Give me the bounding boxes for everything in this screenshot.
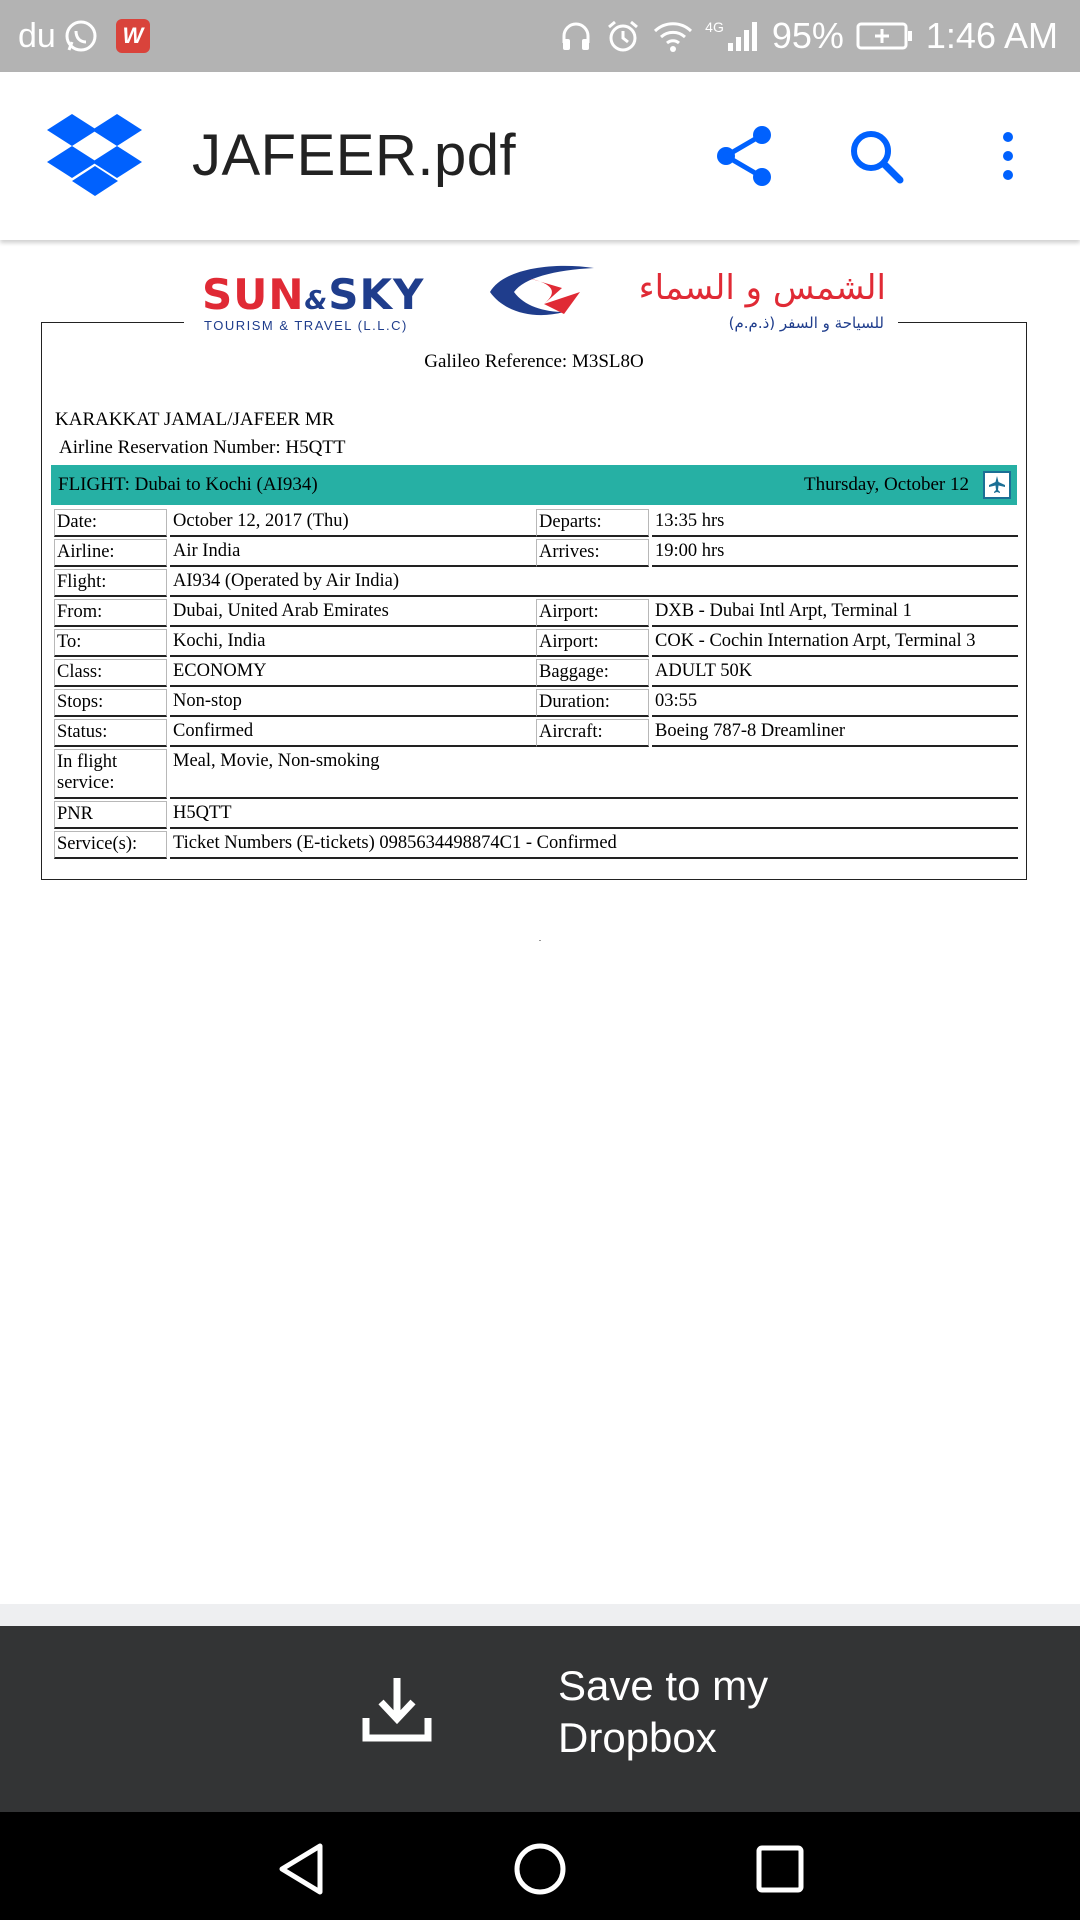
arrives-value: 19:00 hrs xyxy=(652,539,1018,567)
class-value: ECONOMY xyxy=(170,659,536,687)
pdf-viewer[interactable] xyxy=(0,240,1080,1604)
network-type: 4G xyxy=(705,19,724,35)
navigation-bar xyxy=(0,1812,1080,1920)
to-label: To: xyxy=(54,629,167,657)
more-options-button[interactable] xyxy=(972,120,1044,192)
row-status xyxy=(54,719,1018,747)
row-pnr xyxy=(54,801,1018,829)
app-bar xyxy=(0,72,1080,240)
status-right xyxy=(559,15,1080,57)
back-button[interactable] xyxy=(266,1834,336,1904)
save-to-dropbox-button[interactable] xyxy=(0,1626,1080,1812)
row-date xyxy=(54,509,1018,537)
viewer-bottom-edge xyxy=(0,1604,1080,1626)
flight-title: FLIGHT: Dubai to Kochi (AI934) xyxy=(58,474,318,495)
stops-label: Stops: xyxy=(54,689,167,717)
page-mark xyxy=(539,940,541,941)
status-bar xyxy=(0,0,1080,72)
clock: 1:46 AM xyxy=(925,15,1058,56)
signal-icon xyxy=(726,19,760,53)
arrival-airport-value: COK - Cochin Internation Arpt, Terminal 3 xyxy=(652,629,1018,657)
from-value: Dubai, United Arab Emirates xyxy=(170,599,536,627)
share-icon xyxy=(714,125,774,187)
recents-button[interactable] xyxy=(745,1834,815,1904)
whatsapp-icon xyxy=(64,19,98,53)
home-icon xyxy=(512,1841,568,1897)
arrival-airport-label: Airport: xyxy=(536,629,649,657)
row-class xyxy=(54,659,1018,687)
battery-icon xyxy=(856,21,914,51)
brand-name-ar: الشمس و السماء xyxy=(638,268,886,308)
flight-date: Thursday, October 12 xyxy=(804,474,969,495)
search-icon xyxy=(848,128,904,184)
search-button[interactable] xyxy=(840,120,912,192)
galileo-reference: Galileo Reference: M3SL8O xyxy=(424,351,644,372)
row-inflight xyxy=(54,749,1018,799)
brand-subtitle-en: TOURISM & TRAVEL (L.L.C) xyxy=(204,318,408,333)
airline-label: Airline: xyxy=(54,539,167,567)
class-label: Class: xyxy=(54,659,167,687)
pnr-label: PNR xyxy=(54,801,167,829)
pnr-value: H5QTT xyxy=(170,801,1018,829)
row-services xyxy=(54,831,1018,859)
more-icon xyxy=(1000,130,1016,182)
share-button[interactable] xyxy=(708,120,780,192)
flight-value: AI934 (Operated by Air India) xyxy=(170,569,1018,597)
arrives-label: Arrives: xyxy=(536,539,649,567)
inflight-label-line2: service: xyxy=(57,773,115,793)
stops-value: Non-stop xyxy=(170,689,536,717)
row-to xyxy=(54,629,1018,657)
airplane-icon xyxy=(983,471,1011,499)
home-button[interactable] xyxy=(505,1834,575,1904)
status-left xyxy=(0,17,150,56)
recents-icon xyxy=(755,1844,805,1894)
to-value: Kochi, India xyxy=(170,629,536,657)
inflight-value: Meal, Movie, Non-smoking xyxy=(170,749,1018,799)
inflight-label-line1: In flight xyxy=(57,752,118,772)
brand-swoosh-icon xyxy=(484,262,604,322)
services-value: Ticket Numbers (E-tickets) 0985634498874C1 - Confirmed xyxy=(170,831,1018,859)
status-value: Confirmed xyxy=(170,719,536,747)
date-value: October 12, 2017 (Thu) xyxy=(170,509,536,537)
brand-subtitle-ar: للسياحة و السفر (ذ.م.م) xyxy=(728,314,884,332)
inflight-label xyxy=(54,749,167,799)
save-to-dropbox-label: Save to my Dropbox xyxy=(558,1662,769,1761)
brand-name-en: SUN&SKY xyxy=(202,270,425,319)
duration-value: 03:55 xyxy=(652,689,1018,717)
date-label: Date: xyxy=(54,509,167,537)
departs-label: Departs: xyxy=(536,509,649,537)
battery-percent: 95% xyxy=(771,15,844,56)
alarm-icon xyxy=(605,18,641,54)
itinerary-box xyxy=(41,322,1027,880)
aircraft-value: Boeing 787-8 Dreamliner xyxy=(652,719,1018,747)
airline-value: Air India xyxy=(170,539,536,567)
departure-airport-value: DXB - Dubai Intl Arpt, Terminal 1 xyxy=(652,599,1018,627)
back-icon xyxy=(276,1842,326,1896)
office-icon: W xyxy=(116,19,150,53)
services-label: Service(s): xyxy=(54,831,167,859)
download-icon xyxy=(362,1676,432,1742)
headphones-icon xyxy=(559,19,593,53)
status-label: Status: xyxy=(54,719,167,747)
row-stops xyxy=(54,689,1018,717)
row-from xyxy=(54,599,1018,627)
row-airline xyxy=(54,539,1018,567)
baggage-label: Baggage: xyxy=(536,659,649,687)
baggage-value: ADULT 50K xyxy=(652,659,1018,687)
wifi-icon xyxy=(653,19,693,53)
reservation-number: Airline Reservation Number: H5QTT xyxy=(59,437,346,458)
dropbox-logo-icon[interactable] xyxy=(46,114,144,196)
document-title: JAFEER.pdf xyxy=(192,123,517,188)
departs-value: 13:35 hrs xyxy=(652,509,1018,537)
flight-header xyxy=(51,465,1017,505)
duration-label: Duration: xyxy=(536,689,649,717)
agency-logo xyxy=(184,260,898,342)
departure-airport-label: Airport: xyxy=(536,599,649,627)
aircraft-label: Aircraft: xyxy=(536,719,649,747)
row-flight xyxy=(54,569,1018,597)
from-label: From: xyxy=(54,599,167,627)
flight-label: Flight: xyxy=(54,569,167,597)
carrier-label: du xyxy=(18,16,56,55)
passenger-name: KARAKKAT JAMAL/JAFEER MR xyxy=(55,409,335,430)
